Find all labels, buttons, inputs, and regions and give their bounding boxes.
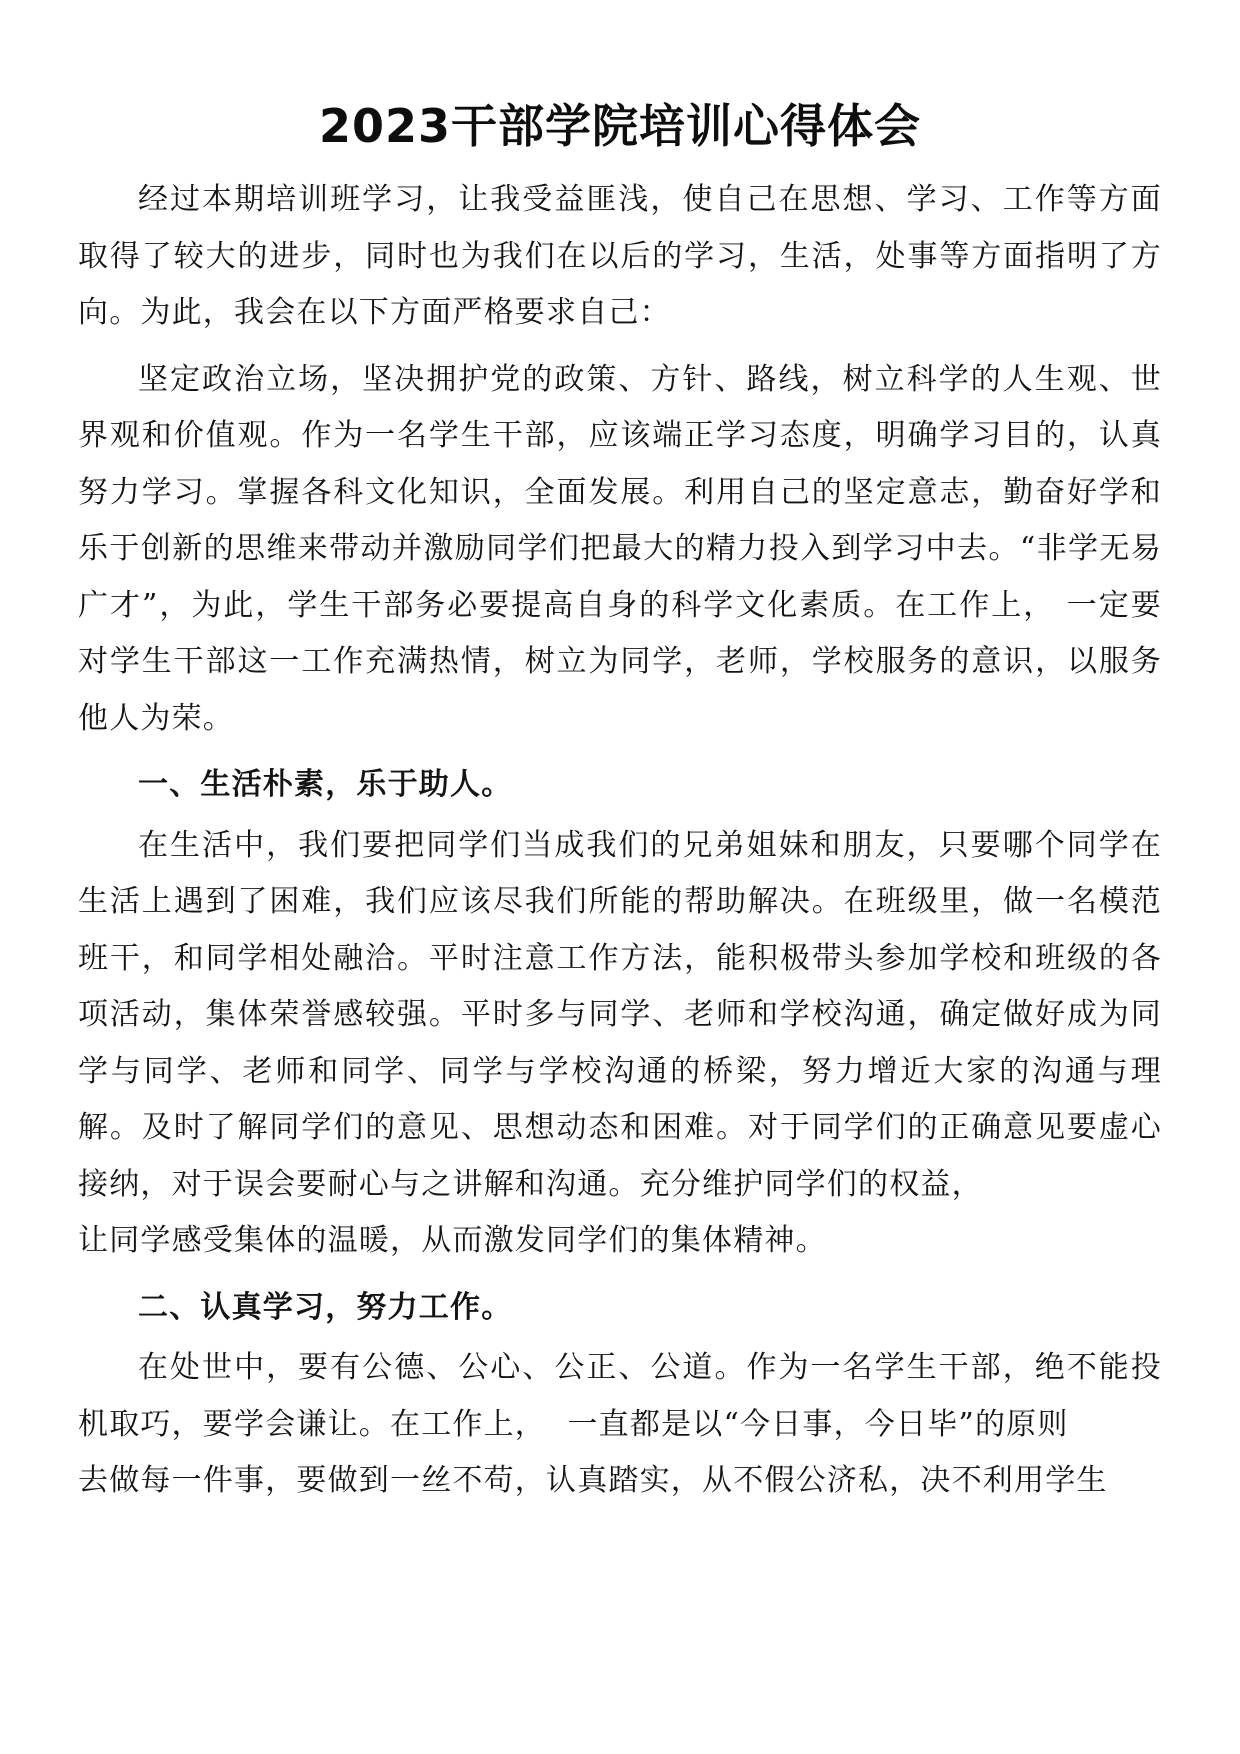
paragraph-life: 在生活中，我们要把同学们当成我们的兄弟姐妹和朋友，只要哪个同学在生活上遇到了困难，我们应该尽我们所能的帮助解决。在班级里，做一名模范班干，和同学相处融洽。平时注意工作方法，能积极带头参加学校和班级的各项活动，集体荣誉感较强。平时多与同学、老师和学校沟通，确定做好成为同学与同学、老师和同学、同学与学校沟通的桥梁，努力增近大家的沟通与理解。及时了解同学们的意见、思想动态和困难。对于同学们的正确意见要虚心接纳，对于误会要耐心与之讲解和沟通。充分维护同学们的权益，	[78, 827, 1162, 1202]
document-title: 2023干部学院培训心得体会	[318, 99, 922, 153]
paragraph-work: 在处世中，要有公德、公心、公正、公道。作为一名学生干部，绝不能投机取巧，要学会谦让。在工作上， 一直都是以“今日事，今日毕”的原则	[78, 1350, 1162, 1442]
paragraph-work-continued: 去做每一件事，要做到一丝不苟，认真踏实，从不假公济私，决不利用学生	[78, 1463, 1108, 1498]
section-heading-work: 二、认真学习，努力工作。	[138, 1289, 513, 1325]
paragraph-intro: 经过本期培训班学习，让我受益匪浅，使自己在思想、学习、工作等方面取得了较大的进步，同时也为我们在以后的学习，生活，处事等方面指明了方向。为此，我会在以下方面严格要求自己：	[78, 182, 1162, 330]
paragraph-life-continued: 让同学感受集体的温暖，从而激发同学们的集体精神。	[78, 1223, 827, 1258]
paragraph-political-stance: 坚定政治立场，坚决拥护党的政策、方针、路线，树立科学的人生观、世界观和价值观。作为一名学生干部，应该端正学习态度，明确学习目的，认真努力学习。掌握各科文化知识，全面发展。利用自己的坚定意志，勤奋好学和乐于创新的思维来带动并激励同学们把最大的精力投入到学习中去。“非学无易广才”，为此，学生干部务必要提高自身的科学文化素质。在工作上， 一定要对学生干部这一工作充满热情，树立为同学，老师，学校服务的意识，以服务他人为荣。	[78, 361, 1162, 736]
section-heading-life: 一、生活朴素，乐于助人。	[138, 767, 513, 802]
document-body	[78, 172, 1162, 1510]
